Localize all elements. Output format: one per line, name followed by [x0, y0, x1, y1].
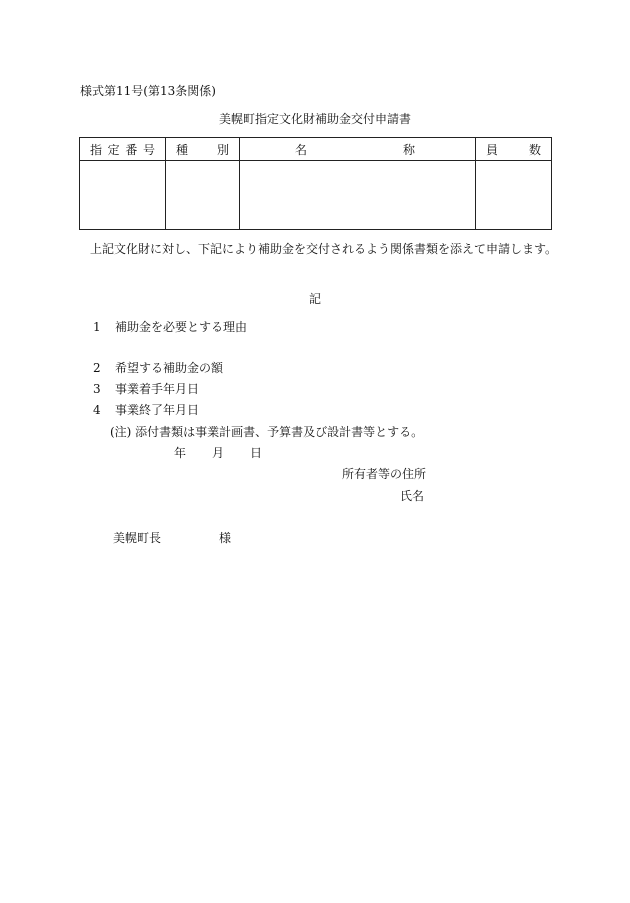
recipient-line: [113, 529, 231, 546]
header-designation-number: 指 定 番 号: [80, 138, 166, 161]
header-type: 種 別: [166, 138, 240, 161]
form-number: 様式第11号(第13条関係): [80, 84, 216, 98]
recipient-name: 美幌町長: [113, 531, 162, 545]
cell-quantity[interactable]: [476, 161, 552, 230]
header-quantity: 員 数: [476, 138, 552, 161]
list-item-reason: 1 補助金を必要とする理由: [93, 320, 248, 334]
ki-heading: 記: [308, 292, 321, 306]
date-year: 年: [174, 446, 187, 460]
cell-name[interactable]: [240, 161, 476, 230]
attachment-note: (注) 添付書類は事業計画書、予算書及び設計書等とする。: [110, 425, 424, 439]
intro-text: 上記文化財に対し、下記により補助金を交付されるよう関係書類を添えて申請します。: [90, 242, 558, 256]
table-row: [80, 161, 552, 230]
table-header-row: [80, 138, 552, 161]
cell-designation-number[interactable]: [80, 161, 166, 230]
date-line: [174, 444, 288, 461]
date-month: 月: [212, 446, 225, 460]
document-title: 美幌町指定文化財補助金交付申請書: [218, 112, 411, 126]
list-item-amount: 2 希望する補助金の額: [93, 361, 224, 375]
owner-address-label: 所有者等の住所: [342, 467, 427, 481]
cell-type[interactable]: [166, 161, 240, 230]
recipient-honorific: 様: [219, 531, 232, 545]
header-name: 名 称: [240, 138, 476, 161]
list-item-end-date: 4 事業終了年月日: [93, 403, 200, 417]
cultural-property-table: [79, 137, 552, 230]
list-item-start-date: 3 事業着手年月日: [93, 382, 200, 396]
date-day: 日: [250, 446, 263, 460]
owner-name-label: 氏名: [400, 489, 425, 503]
